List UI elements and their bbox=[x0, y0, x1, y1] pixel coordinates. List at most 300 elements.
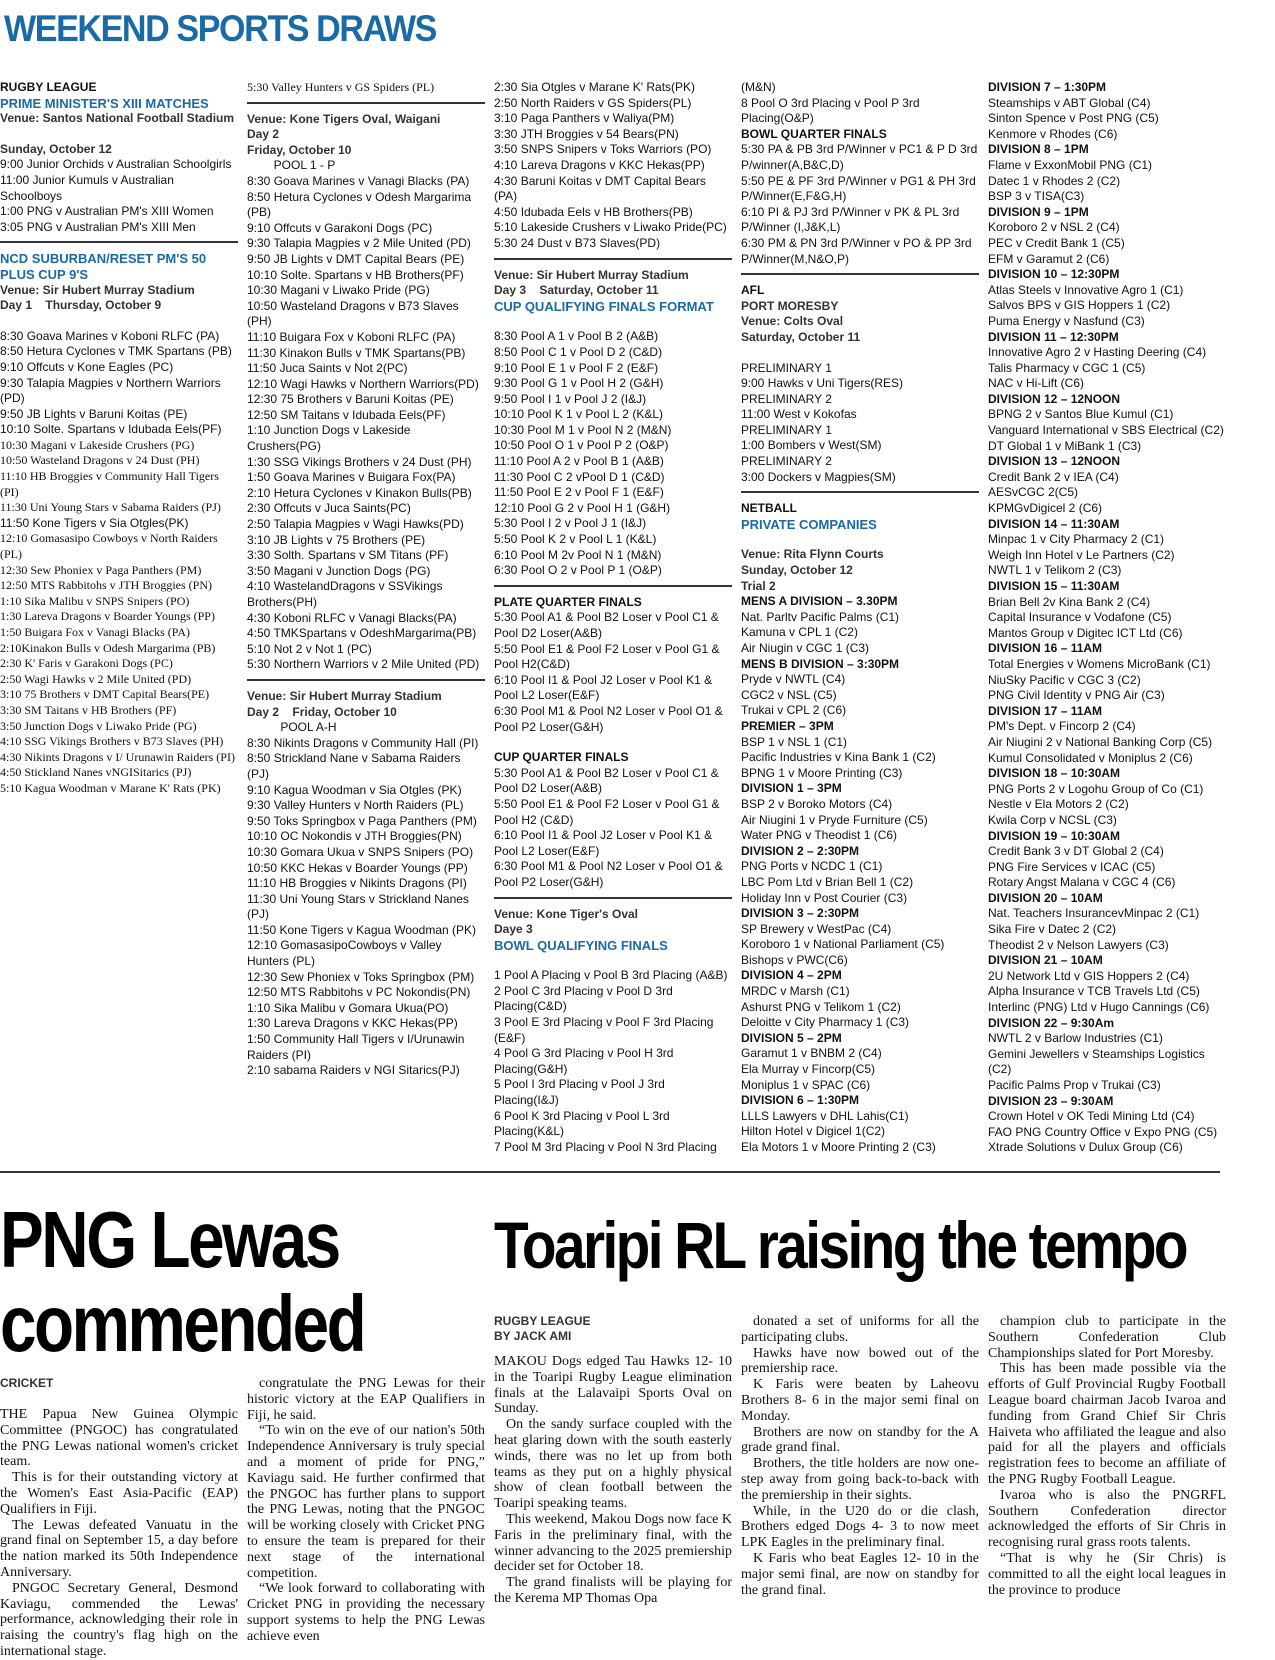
draw-line: 6:30 Pool M1 & Pool N2 Loser v Pool O1 & Pool P2 Loser(G&H) bbox=[494, 703, 727, 734]
article-1-headline bbox=[0, 1195, 365, 1368]
draw-line: 1:10 Sika Malibu v SNPS Snipers (PO) bbox=[0, 593, 190, 608]
draw-line: Xtrade Solutions v Dulux Group (C6) bbox=[988, 1140, 1183, 1155]
draw-line: BOWL QUALIFYING FINALS bbox=[494, 937, 668, 953]
draw-line: 2U Network Ltd v GIS Hoppers 2 (C4) bbox=[988, 968, 1190, 983]
draw-line: Pacific Palms Prop v Trukai (C3) bbox=[988, 1078, 1161, 1092]
draw-line: NWTL 1 v Telikom 2 (C3) bbox=[988, 563, 1122, 578]
masthead: WEEKEND SPORTS DRAWS bbox=[4, 8, 436, 49]
draw-line: Kamuna v CPL 1 (C2) bbox=[741, 625, 858, 640]
draw-line: DIVISION 7 – 1:30PM bbox=[988, 80, 1107, 94]
draw-line: Weigh Inn Hotel v Le Partners (C2) bbox=[988, 547, 1175, 562]
draw-line: 2:50 North Raiders v GS Spiders(PL) bbox=[494, 95, 692, 110]
draw-line: 3:10 Paga Panthers v Waliya(PM) bbox=[494, 111, 675, 126]
draw-line: MENS A DIVISION – 3.30PM bbox=[741, 594, 898, 609]
draw-line: 9:00 Hawks v Uni Tigers(RES) bbox=[741, 376, 904, 391]
draw-line: 4 Pool G 3rd Placing v Pool H 3rd Placing(G&H) bbox=[494, 1046, 677, 1076]
draw-line: 2:50 Talapia Magpies v Wagi Hawks(PD) bbox=[247, 517, 464, 532]
draw-line: 9:30 Talapia Magpies v 2 Mile United (PD) bbox=[247, 236, 471, 251]
draw-line: 2:10 Hetura Cyclones v Kinakon Bulls(PB) bbox=[247, 485, 472, 500]
draw-line: 9:50 JB Lights v DMT Capital Bears (PE) bbox=[247, 251, 465, 266]
draw-line: 6:10 PI & PJ 3rd P/Winner v PK & PL 3rd P/Winner (I,J&K,L) bbox=[741, 204, 963, 235]
draw-line: PEC v Credit Bank 1 (C5) bbox=[988, 235, 1125, 250]
draw-line: 1:00 Bombers v West(SM) bbox=[741, 438, 882, 453]
draw-line: DIVISION 19 – 10:30AM bbox=[988, 828, 1121, 843]
draw-line: Ela Murray v Fincorp(C5) bbox=[741, 1062, 876, 1077]
draw-line: 12:50 MTS Rabbitohs v JTH Broggies (PN) bbox=[0, 578, 213, 593]
column-rule bbox=[494, 252, 732, 260]
draw-line: DIVISION 12 – 12NOON bbox=[988, 391, 1121, 406]
draw-line: Venue: Kone Tiger's Oval bbox=[494, 906, 639, 921]
draw-line: PREMIER – 3PM bbox=[741, 718, 834, 733]
draw-line: NETBALL bbox=[741, 501, 797, 516]
draw-line: 4:50 TMKSpartans v OdeshMargarima(PB) bbox=[247, 626, 477, 641]
draw-line: KPMGvDigicel 2 (C6) bbox=[988, 501, 1103, 516]
draw-line: BPNG 2 v Santos Blue Kumul (C1) bbox=[988, 407, 1174, 422]
draw-line: 3:10 75 Brothers v DMT Capital Bears(PE) bbox=[0, 687, 210, 702]
draw-line: 11:50 Kone Tigers v Kagua Woodman (PK) bbox=[247, 922, 477, 937]
column-rule bbox=[247, 673, 485, 681]
article-paragraph: “To win on the eve of our nation's 50th Independence Anniversary is truly special and a moment of pride for PNG,” Kaviagu said. He further confirmed that the PNGOC has further plans to support the PNG Lewas, noting that the PNGOC will be working closely with Cricket PNG to ensure the team is prepared for their next stage of the international competition. bbox=[247, 1423, 485, 1581]
draw-line: Puma Energy v Nasfund (C3) bbox=[988, 313, 1145, 328]
draw-line: AESvCGC 2(C5) bbox=[988, 485, 1079, 500]
article-1-headline-line-1: PNG Lewas bbox=[0, 1195, 339, 1284]
draw-line: 5:30 PA & PB 3rd P/Winner v PC1 & P D 3rd P/winner(A,B&C,D) bbox=[741, 142, 981, 172]
draw-line: Credit Bank 2 v IEA (C4) bbox=[988, 469, 1119, 484]
article-2-column-2 bbox=[741, 1314, 979, 1598]
draw-line: FAO PNG Country Office v Expo PNG (C5) bbox=[988, 1124, 1218, 1139]
draw-line: 12:50 MTS Rabbitohs v PC Nokondis(PN) bbox=[247, 985, 471, 1000]
draw-line: Brian Bell 2v Kina Bank 2 (C4) bbox=[988, 594, 1151, 609]
draw-line: PRELIMINARY 1 bbox=[741, 360, 832, 375]
article-2-column-3 bbox=[988, 1314, 1226, 1598]
article-paragraph: While, in the U20 do or die clash, Brothers edged Dogs 4- 3 to now meet LPK Eagles in the preliminary final. bbox=[741, 1503, 979, 1551]
draw-line: Datec 1 v Rhodes 2 (C2) bbox=[988, 173, 1121, 188]
draw-line: Trukai v CPL 2 (C6) bbox=[741, 703, 847, 718]
draw-line: Venue: Sir Hubert Murray Stadium bbox=[0, 282, 195, 297]
draw-line: Venue: Sir Hubert Murray Stadium bbox=[494, 267, 689, 282]
draw-line: 3:30 JTH Broggies v 54 Bears(PN) bbox=[494, 126, 679, 141]
draw-line: DIVISION 17 – 11AM bbox=[988, 703, 1103, 718]
draw-line: 4:10 SSG Vikings Brothers v B73 Slaves (PH) bbox=[0, 734, 224, 749]
draw-line: 9:10 Offcuts v Garakoni Dogs (PC) bbox=[247, 220, 433, 235]
draw-line: 12:10 Gomasasipo Cowboys v North Raiders (PL) bbox=[0, 531, 221, 562]
draw-line: 5:50 Pool K 2 v Pool L 1 (K&L) bbox=[494, 532, 657, 547]
draw-line: Air Niugin v CGC 1 (C3) bbox=[741, 641, 870, 655]
article-paragraph: MAKOU Dogs edged Tau Hawks 12- 10 in the Toaripi Rugby League elimination finals at the Lalavaipi Sports Oval on Sunday. bbox=[494, 1354, 732, 1417]
article-paragraph: champion club to participate in the Southern Confederation Club Championships slated for Port Moresby. bbox=[988, 1314, 1226, 1361]
draw-line: 10:10 Solte. Spartans v Idubada Eels(PF) bbox=[0, 422, 222, 437]
draw-line: 10:30 Pool M 1 v Pool N 2 (M&N) bbox=[494, 422, 672, 437]
draw-line: SP Brewery v WestPac (C4) bbox=[741, 921, 892, 936]
draw-line: CGC2 v NSL (C5) bbox=[741, 687, 837, 702]
draw-line: 3:50 Magani v Junction Dogs (PG) bbox=[247, 563, 431, 578]
draw-line: CUP QUALIFYING FINALS FORMAT bbox=[494, 298, 714, 314]
draw-line: DIVISION 22 – 9:30Am bbox=[988, 1015, 1115, 1030]
draw-line: POOL A-H bbox=[247, 720, 337, 735]
draw-line: RUGBY LEAGUE bbox=[0, 80, 97, 94]
draw-line: 11:30 Pool C 2 vPool D 1 (C&D) bbox=[494, 469, 665, 484]
draw-line: DIVISION 3 – 2:30PM bbox=[741, 906, 860, 921]
draw-line: Ashurst PNG v Telikom 1 (C2) bbox=[741, 999, 901, 1014]
draw-line: 3:30 SM Taitans v HB Brothers (PF) bbox=[0, 702, 177, 717]
article-paragraph: Brothers are now on standby for the A grade grand final. bbox=[741, 1424, 979, 1456]
draw-line: Pacific Industries v Kina Bank 1 (C2) bbox=[741, 750, 936, 765]
draw-line: Pryde v NWTL (C4) bbox=[741, 672, 846, 687]
draw-line: 1:50 Buigara Fox v Vanagi Blacks (PA) bbox=[0, 625, 190, 639]
column-rule bbox=[494, 579, 732, 587]
draw-line: 12:10 Wagi Hawks v Northern Warriors(PD) bbox=[247, 376, 479, 391]
article-paragraph: This is for their outstanding victory at the Women's East Asia-Pacific (EAP) Qualifiers in Fiji. bbox=[0, 1470, 238, 1517]
article-paragraph: THE Papua New Guinea Olympic Committee (PNGOC) has congratulated the PNG Lewas national women's cricket team. bbox=[0, 1407, 238, 1470]
article-1-column-2 bbox=[247, 1376, 485, 1645]
draw-line: 8:30 Goava Marines v Vanagi Blacks (PA) bbox=[247, 173, 470, 188]
draw-line: DIVISION 9 – 1PM bbox=[988, 204, 1089, 219]
draw-line: 3:50 Junction Dogs v Liwako Pride (PG) bbox=[0, 718, 197, 733]
draw-line: PRIVATE COMPANIES bbox=[741, 516, 877, 532]
article-1-kicker: CRICKET bbox=[0, 1376, 54, 1390]
draw-line: 8:30 Pool A 1 v Pool B 2 (A&B) bbox=[494, 329, 659, 344]
draws-column-1 bbox=[0, 80, 238, 797]
draw-line: Day 1 Thursday, October 9 bbox=[0, 298, 162, 313]
draw-line: CUP QUARTER FINALS bbox=[494, 750, 629, 765]
draw-line: 3:05 PNG v Australian PM's XIII Men bbox=[0, 219, 196, 234]
draw-line: Theodist 2 v Nelson Lawyers (C3) bbox=[988, 937, 1169, 952]
draw-line: 5 Pool I 3rd Placing v Pool J 3rd Placing(I&J) bbox=[494, 1077, 669, 1108]
article-2-column-1 bbox=[494, 1314, 732, 1607]
draw-line: DT Global 1 v MiBank 1 (C3) bbox=[988, 438, 1142, 453]
draw-line: 11:30 Kinakon Bulls v TMK Spartans(PB) bbox=[247, 345, 466, 360]
draws-column-2 bbox=[247, 80, 485, 1079]
draw-line: 3 Pool E 3rd Placing v Pool F 3rd Placing (E&F) bbox=[494, 1015, 717, 1045]
draw-line: Sunday, October 12 bbox=[741, 563, 853, 578]
draw-line: 12:50 SM Taitans v Idubada Eels(PF) bbox=[247, 407, 446, 422]
draw-line: 4:50 Stickland Nanes vNGISitarics (PJ) bbox=[0, 765, 192, 780]
draw-line: 1:00 PNG v Australian PM's XIII Women bbox=[0, 204, 214, 219]
draw-line: DIVISION 1 – 3PM bbox=[741, 781, 842, 796]
draws-column-5 bbox=[988, 80, 1226, 1156]
draw-line: LBC Pom Ltd v Brian Bell 1 (C2) bbox=[741, 874, 914, 889]
draw-line: 12:30 Sew Phoniex v Toks Springbox (PM) bbox=[247, 969, 475, 984]
draw-line: 5:50 PE & PF 3rd P/Winner v PG1 & PH 3rd P/Winner(E,F&G,H) bbox=[741, 173, 980, 204]
draw-line: Air Niugini 2 v National Banking Corp (C5) bbox=[988, 734, 1213, 749]
article-paragraph: This has been made possible via the efforts of Gulf Provincial Rugby Football League board chairman Jacob Ivaroa and funding from Grand Chief Sir Chris Haiveta who affiliated the league and also paid for all the players and officials registration fees to become an affiliate of the PNG Rugby Football League. bbox=[988, 1361, 1226, 1487]
draw-line: Koroboro 1 v National Parliament (C5) bbox=[741, 937, 945, 952]
draw-line: 10:50 KKC Hekas v Boarder Youngs (PP) bbox=[247, 860, 468, 875]
draw-line: 1:30 SSG Vikings Brothers v 24 Dust (PH) bbox=[247, 454, 472, 469]
draw-line: POOL 1 - P bbox=[247, 158, 336, 173]
draw-line: EFM v Garamut 2 (C6) bbox=[988, 251, 1110, 266]
draw-line: 5:50 Pool E1 & Pool F2 Loser v Pool G1 & Pool H2 (C&D) bbox=[494, 796, 723, 827]
draw-line: 10:30 Magani v Liwako Pride (PG) bbox=[247, 283, 430, 298]
draw-line: BOWL QUARTER FINALS bbox=[741, 126, 887, 141]
draw-line: Capital Insurance v Vodafone (C5) bbox=[988, 610, 1172, 625]
draw-line: 5:30 Pool A1 & Pool B2 Loser v Pool C1 & Pool D2 Loser(A&B) bbox=[494, 765, 723, 796]
article-1-column-1 bbox=[0, 1376, 238, 1659]
draw-line: 9:30 Valley Hunters v North Raiders (PL) bbox=[247, 798, 464, 813]
draw-line: Credit Bank 3 v DT Global 2 (C4) bbox=[988, 844, 1164, 859]
draw-line: Bishops v PWC(C6) bbox=[741, 952, 848, 967]
draw-line: Venue: Sir Hubert Murray Stadium bbox=[247, 688, 442, 703]
draw-line: PNG Fire Services v ICAC (C5) bbox=[988, 859, 1156, 874]
draw-line: 11:30 Uni Young Stars v Sabama Raiders (PJ) bbox=[0, 500, 221, 515]
draw-line: DIVISION 23 – 9:30AM bbox=[988, 1093, 1114, 1108]
draw-line: Moniplus 1 v SPAC (C6) bbox=[741, 1077, 871, 1092]
spacer bbox=[0, 314, 238, 329]
draw-line: DIVISION 4 – 2PM bbox=[741, 968, 842, 983]
draw-line: 8:30 Goava Marines v Koboni RLFC (PA) bbox=[0, 328, 220, 343]
draw-line: 3:50 SNPS Snipers v Toks Warriors (PO) bbox=[494, 142, 712, 157]
draw-line: 2:10Kinakon Bulls v Odesh Margarima (PB) bbox=[0, 640, 216, 655]
draw-line: 6:30 PM & PN 3rd P/Winner v PO & PP 3rd P/Winner(M,N&O,P) bbox=[741, 235, 975, 266]
draw-line: 10:10 Solte. Spartans v HB Brothers(PF) bbox=[247, 267, 464, 282]
draw-line: AFL bbox=[741, 283, 765, 298]
draw-line: PRELIMINARY 1 bbox=[741, 422, 832, 437]
draw-line: Gemini Jewellers v Steamships Logistics (C2) bbox=[988, 1046, 1209, 1077]
draw-line: 4:30 Nikints Dragons v I/ Urunawin Raiders (PI) bbox=[0, 749, 235, 764]
draw-line: PNG Ports 2 v Logohu Group of Co (C1) bbox=[988, 781, 1204, 796]
article-paragraph: congratulate the PNG Lewas for their historic victory at the EAP Qualifiers in Fiji, he said. bbox=[247, 1376, 485, 1423]
draw-line: 1 Pool A Placing v Pool B 3rd Placing (A&B) bbox=[494, 968, 728, 983]
draw-line: Vanguard International v SBS Electrical (C2) bbox=[988, 423, 1224, 438]
draw-line: NWTL 2 v Barlow Industries (C1) bbox=[988, 1031, 1163, 1046]
draw-line: Sinton Spence v Post PNG (C5) bbox=[988, 111, 1159, 126]
draw-line: DIVISION 15 – 11:30AM bbox=[988, 579, 1120, 593]
draw-line: Nestle v Ela Motors 2 (C2) bbox=[988, 797, 1129, 812]
draw-line: MRDC v Marsh (C1) bbox=[741, 984, 850, 999]
draw-line: Minpac 1 v City Pharmacy 2 (C1) bbox=[988, 532, 1165, 547]
article-paragraph: “That is why he (Sir Chris) is committed to all the eight local leagues in the province to produce bbox=[988, 1550, 1226, 1598]
draw-line: 5:30 Valley Hunters v GS Spiders (PL) bbox=[247, 80, 435, 94]
draw-line: 4:30 Koboni RLFC v Vanagi Blacks(PA) bbox=[247, 610, 457, 625]
draw-line: 11:10 Buigara Fox v Koboni RLFC (PA) bbox=[247, 329, 456, 344]
draw-line: Interlinc (PNG) Ltd v Hugo Cannings (C6) bbox=[988, 1000, 1210, 1015]
draw-line: 10:10 Pool K 1 v Pool L 2 (K&L) bbox=[494, 407, 663, 422]
draw-line: 2 Pool C 3rd Placing v Pool D 3rd Placing(C&D) bbox=[494, 983, 677, 1014]
draw-line: 9:00 Junior Orchids v Australian Schoolgirls bbox=[0, 157, 232, 172]
draw-line: Friday, October 10 bbox=[247, 142, 352, 157]
column-rule bbox=[494, 891, 732, 899]
column-rule bbox=[247, 96, 485, 104]
section-divider bbox=[0, 1171, 1220, 1173]
draw-line: 8:50 Hetura Cyclones v Odesh Margarima (PB) bbox=[247, 189, 475, 220]
draw-line: Koroboro 2 v NSL 2 (C4) bbox=[988, 220, 1120, 235]
draw-line: DIVISION 14 – 11:30AM bbox=[988, 516, 1120, 531]
draw-line: 6:10 Pool I1 & Pool J2 Loser v Pool K1 & Pool L2 Loser(E&F) bbox=[494, 828, 716, 858]
draw-line: 11:30 Uni Young Stars v Strickland Nanes (PJ) bbox=[247, 891, 473, 922]
draw-line: Deloitte v City Pharmacy 1 (C3) bbox=[741, 1015, 910, 1030]
draw-line: 12:10 GomasasipoCowboys v Valley Hunters (PL) bbox=[247, 938, 445, 969]
draw-line: 10:30 Gomara Ukua v SNPS Snipers (PO) bbox=[247, 844, 474, 859]
draw-line: Venue: Colts Oval bbox=[741, 314, 844, 329]
draw-line: 2:30 Sia Otgles v Marane K' Rats(PK) bbox=[494, 80, 696, 94]
draw-line: 1:30 Lareva Dragons v Boarder Youngs (PP) bbox=[0, 609, 215, 624]
draw-line: Venue: Santos National Football Stadium bbox=[0, 111, 235, 126]
article-paragraph: The Lewas defeated Vanuatu in the grand final on September 15, a day before the nation marked its 50th Independence Anniversary. bbox=[0, 1517, 238, 1580]
draw-line: 5:30 24 Dust v B73 Slaves(PD) bbox=[494, 235, 661, 250]
draw-line: 2:30 Offcuts v Juca Saints(PC) bbox=[247, 501, 411, 516]
draw-line: 2:50 Wagi Hawks v 2 Mile United (PD) bbox=[0, 671, 192, 686]
draw-line: 8:30 Nikints Dragons v Community Hall (PI) bbox=[247, 735, 479, 750]
draw-line: PRIME MINISTER'S XIII MATCHES bbox=[0, 95, 209, 111]
draw-line: DIVISION 8 – 1PM bbox=[988, 142, 1089, 157]
draw-line: NAC v Hi-Lift (C6) bbox=[988, 376, 1085, 391]
article-paragraph: donated a set of uniforms for all the participating clubs. bbox=[741, 1314, 979, 1345]
draw-line: 9:50 Toks Springbox v Paga Panthers (PM) bbox=[247, 813, 477, 828]
draw-line: Alpha Insurance v TCB Travels Ltd (C5) bbox=[988, 984, 1200, 999]
draw-line: 1:30 Lareva Dragons v KKC Hekas(PP) bbox=[247, 1016, 458, 1031]
article-1-headline-line-2: commended bbox=[0, 1279, 365, 1368]
draw-line: LLLS Lawyers v DHL Lahis(C1) bbox=[741, 1108, 909, 1123]
draw-line: 5:10 Lakeside Crushers v Liwako Pride(PC) bbox=[494, 220, 727, 235]
draw-line: 12:30 75 Brothers v Baruni Koitas (PE) bbox=[247, 392, 454, 407]
draw-line: PLATE QUARTER FINALS bbox=[494, 594, 642, 609]
draw-line: BSP 1 v NSL 1 (C1) bbox=[741, 734, 848, 749]
column-rule bbox=[0, 235, 238, 243]
article-paragraph: Hawks have now bowed out of the premiership race. bbox=[741, 1345, 979, 1377]
draw-line: 8:50 Hetura Cyclones v TMK Spartans (PB) bbox=[0, 344, 232, 359]
draw-line: PRELIMINARY 2 bbox=[741, 454, 832, 469]
draw-line: PM's Dept. v Fincorp 2 (C4) bbox=[988, 719, 1136, 734]
spacer bbox=[741, 532, 979, 547]
draw-line: Saturday, October 11 bbox=[741, 329, 861, 344]
draw-line: 6:30 Pool M1 & Pool N2 Loser v Pool O1 & Pool P2 Loser(G&H) bbox=[494, 859, 727, 889]
spacer bbox=[494, 314, 732, 329]
draw-line: Air Niugini 1 v Pryde Furniture (C5) bbox=[741, 812, 928, 827]
column-rule bbox=[741, 485, 979, 493]
article-paragraph: K Faris who beat Eagles 12- 10 in the major semi final, are now on standby for the grand final. bbox=[741, 1550, 979, 1598]
draw-line: Atlas Steels v Innovative Agro 1 (C1) bbox=[988, 282, 1184, 297]
draw-line: Kumul Consolidated v Moniplus 2 (C6) bbox=[988, 750, 1193, 765]
draw-line: 5:30 Pool A1 & Pool B2 Loser v Pool C1 & Pool D2 Loser(A&B) bbox=[494, 610, 723, 640]
draw-line: 10:50 Pool O 1 v Pool P 2 (O&P) bbox=[494, 438, 669, 453]
draw-line: 4:30 Baruni Koitas v DMT Capital Bears (PA) bbox=[494, 173, 710, 204]
draw-line: 11:10 Pool A 2 v Pool B 1 (A&B) bbox=[494, 454, 664, 469]
draw-line: Day 2 Friday, October 10 bbox=[247, 704, 397, 719]
draw-line: 4:10 WastelandDragons v SSVikings Brothers(PH) bbox=[247, 579, 446, 609]
draw-line: 6 Pool K 3rd Placing v Pool L 3rd Placing(K&L) bbox=[494, 1108, 674, 1139]
draw-line: 9:10 Kagua Woodman v Sia Otgles (PK) bbox=[247, 782, 462, 797]
draw-line: 8:50 Pool C 1 v Pool D 2 (C&D) bbox=[494, 344, 663, 359]
draw-line: 11:00 Junior Kumuls v Australian Schoolboys bbox=[0, 172, 178, 203]
draw-line: Mantos Group v Digitec ICT Ltd (C6) bbox=[988, 625, 1183, 640]
draw-line: MENS B DIVISION – 3:30PM bbox=[741, 656, 900, 671]
draw-line: 6:10 Pool M 2v Pool N 1 (M&N) bbox=[494, 547, 662, 562]
draw-line: 10:50 Wasteland Dragons v 24 Dust (PH) bbox=[0, 453, 200, 468]
draw-line: PNG Civil Identity v PNG Air (C3) bbox=[988, 688, 1165, 703]
draw-line: 5:50 Pool E1 & Pool F2 Loser v Pool G1 & Pool H2(C&D) bbox=[494, 641, 723, 672]
draw-line: 11:50 Kone Tigers v Sia Otgles(PK) bbox=[0, 515, 189, 530]
draw-line: 11:10 HB Broggies v Nikints Dragons (PI) bbox=[247, 876, 467, 891]
draw-line: DIVISION 5 – 2PM bbox=[741, 1030, 842, 1045]
draw-line: DIVISION 2 – 2:30PM bbox=[741, 843, 860, 858]
draw-line: Holiday Inn v Post Courier (C3) bbox=[741, 890, 908, 905]
draw-line: 12:30 Sew Phoniex v Paga Panthers (PM) bbox=[0, 562, 202, 577]
draw-line: 9:10 Offcuts v Kone Eagles (PC) bbox=[0, 359, 174, 374]
spacer bbox=[0, 127, 238, 142]
draw-line: 7 Pool M 3rd Placing v Pool N 3rd Placing bbox=[494, 1139, 717, 1154]
draw-line: Water PNG v Theodist 1 (C6) bbox=[741, 828, 898, 843]
draw-line: 11:50 Juca Saints v Not 2(PC) bbox=[247, 361, 408, 376]
draw-line: DIVISION 18 – 10:30AM bbox=[988, 766, 1121, 781]
draw-line: 2:30 K' Faris v Garakoni Dogs (PC) bbox=[0, 656, 173, 671]
draw-line: 6:30 Pool O 2 v Pool P 1 (O&P) bbox=[494, 563, 662, 578]
spacer bbox=[494, 735, 732, 750]
draw-line: PRELIMINARY 2 bbox=[741, 391, 832, 406]
draw-line: 1:10 Sika Malibu v Gomara Ukua(PO) bbox=[247, 1000, 449, 1015]
article-paragraph: K Faris were beaten by Laheovu Brothers 8- 6 in the major semi final on Monday. bbox=[741, 1377, 979, 1424]
draw-line: 2:10 sabama Raiders v NGI Sitarics(PJ) bbox=[247, 1063, 460, 1078]
draws-column-4 bbox=[741, 80, 979, 1156]
draw-line: Sika Fire v Datec 2 (C2) bbox=[988, 922, 1117, 937]
draw-line: Day 2 bbox=[247, 127, 280, 142]
article-paragraph: The grand finalists will be playing for the Kerema MP Thomas Opa bbox=[494, 1575, 732, 1606]
draw-line: Garamut 1 v BNBM 2 (C4) bbox=[741, 1046, 882, 1061]
article-paragraph: “We look forward to collaborating with Cricket PNG in providing the necessary support systems to help the PNG Lewas achieve even bbox=[247, 1581, 485, 1644]
draw-line: DIVISION 6 – 1:30PM bbox=[741, 1093, 860, 1108]
spacer bbox=[494, 953, 732, 968]
draw-line: 5:10 Not 2 v Not 1 (PC) bbox=[247, 641, 372, 656]
draw-line: Venue: Rita Flynn Courts bbox=[741, 547, 884, 562]
draw-line: Kwila Corp v NCSL (C3) bbox=[988, 812, 1117, 827]
draw-line: Steamships v ABT Global (C4) bbox=[988, 95, 1151, 110]
draw-line: 8 Pool O 3rd Placing v Pool P 3rd Placing(O&P) bbox=[741, 95, 923, 126]
spacer bbox=[741, 346, 979, 361]
draw-line: DIVISION 13 – 12NOON bbox=[988, 454, 1121, 469]
draw-line: 9:50 JB Lights v Baruni Koitas (PE) bbox=[0, 406, 188, 421]
draw-line: NCD SUBURBAN/RESET PM'S 50 PLUS CUP 9'S bbox=[0, 251, 210, 282]
draw-line: 9:30 Pool G 1 v Pool H 2 (G&H) bbox=[494, 376, 664, 391]
draw-line: Hilton Hotel v Digicel 1(C2) bbox=[741, 1124, 886, 1139]
draw-line: Venue: Kone Tigers Oval, Waigani bbox=[247, 111, 441, 126]
draw-line: 1:50 Community Hall Tigers v I/Urunawin Raiders (PI) bbox=[247, 1032, 468, 1062]
draw-line: PNG Ports v NCDC 1 (C1) bbox=[741, 859, 883, 874]
draw-line: NiuSky Pacific v CGC 3 (C2) bbox=[988, 672, 1141, 687]
draw-line: 3:30 Solth. Spartans v SM Titans (PF) bbox=[247, 548, 449, 563]
draw-line: BSP 2 v Boroko Motors (C4) bbox=[741, 796, 893, 811]
draw-line: 8:50 Strickland Nane v Sabama Raiders (PJ) bbox=[247, 751, 464, 781]
draw-line: 1:10 Junction Dogs v Lakeside Crushers(PG) bbox=[247, 423, 414, 454]
draw-line: PORT MORESBY bbox=[741, 298, 839, 313]
draw-line: Nat. Parltv Pacific Palms (C1) bbox=[741, 609, 900, 624]
draw-line: DIVISION 16 – 11AM bbox=[988, 641, 1103, 656]
article-paragraph: Brothers, the title holders are now one-step away from going back-to-back with the premiership in their sights. bbox=[741, 1456, 979, 1503]
draw-line: BSP 3 v TISA(C3) bbox=[988, 189, 1085, 204]
draw-line: DIVISION 10 – 12:30PM bbox=[988, 267, 1120, 282]
article-2-headline: Toaripi RL raising the tempo bbox=[494, 1208, 1187, 1282]
draw-line: Daye 3 bbox=[494, 922, 533, 937]
draws-column-3 bbox=[494, 80, 732, 1155]
draw-line: 10:50 Wasteland Dragons v B73 Slaves (PH) bbox=[247, 298, 463, 329]
draw-line: Ela Motors 1 v Moore Printing 2 (C3) bbox=[741, 1140, 936, 1154]
draw-line: 3:10 JB Lights v 75 Brothers (PE) bbox=[247, 532, 426, 547]
draw-line: 11:00 West v Kokofas bbox=[741, 407, 857, 422]
draw-line: 5:30 Pool I 2 v Pool J 1 (I&J) bbox=[494, 516, 647, 531]
draw-line: 1:50 Goava Marines v Buigara Fox(PA) bbox=[247, 470, 456, 485]
draw-line: 9:50 Pool I 1 v Pool J 2 (I&J) bbox=[494, 391, 647, 406]
article-2-kicker: RUGBY LEAGUE bbox=[494, 1314, 591, 1328]
column-rule bbox=[741, 267, 979, 275]
draw-line: DIVISION 11 – 12:30PM bbox=[988, 329, 1119, 344]
draw-line: 3:00 Dockers v Magpies(SM) bbox=[741, 469, 896, 484]
draw-line: Flame v ExxonMobil PNG (C1) bbox=[988, 157, 1153, 172]
draw-line: Salvos BPS v GIS Hoppers 1 (C2) bbox=[988, 298, 1171, 313]
draw-line: (M&N) bbox=[741, 80, 776, 94]
article-paragraph: This weekend, Makou Dogs now face K Faris in the preliminary final, with the winner advancing to the 2025 premiership decider set for October 18. bbox=[494, 1511, 732, 1575]
article-paragraph: PNGOC Secretary General, Desmond Kaviagu, commended the Lewas' performance, acknowledging their role in raising the country's flag high on the international stage. bbox=[0, 1580, 238, 1659]
draw-line: 10:10 OC Nokondis v JTH Broggies(PN) bbox=[247, 829, 462, 844]
draw-line: Day 3 Saturday, October 11 bbox=[494, 283, 659, 298]
draw-line: 5:10 Kagua Woodman v Marane K' Rats (PK) bbox=[0, 780, 221, 795]
